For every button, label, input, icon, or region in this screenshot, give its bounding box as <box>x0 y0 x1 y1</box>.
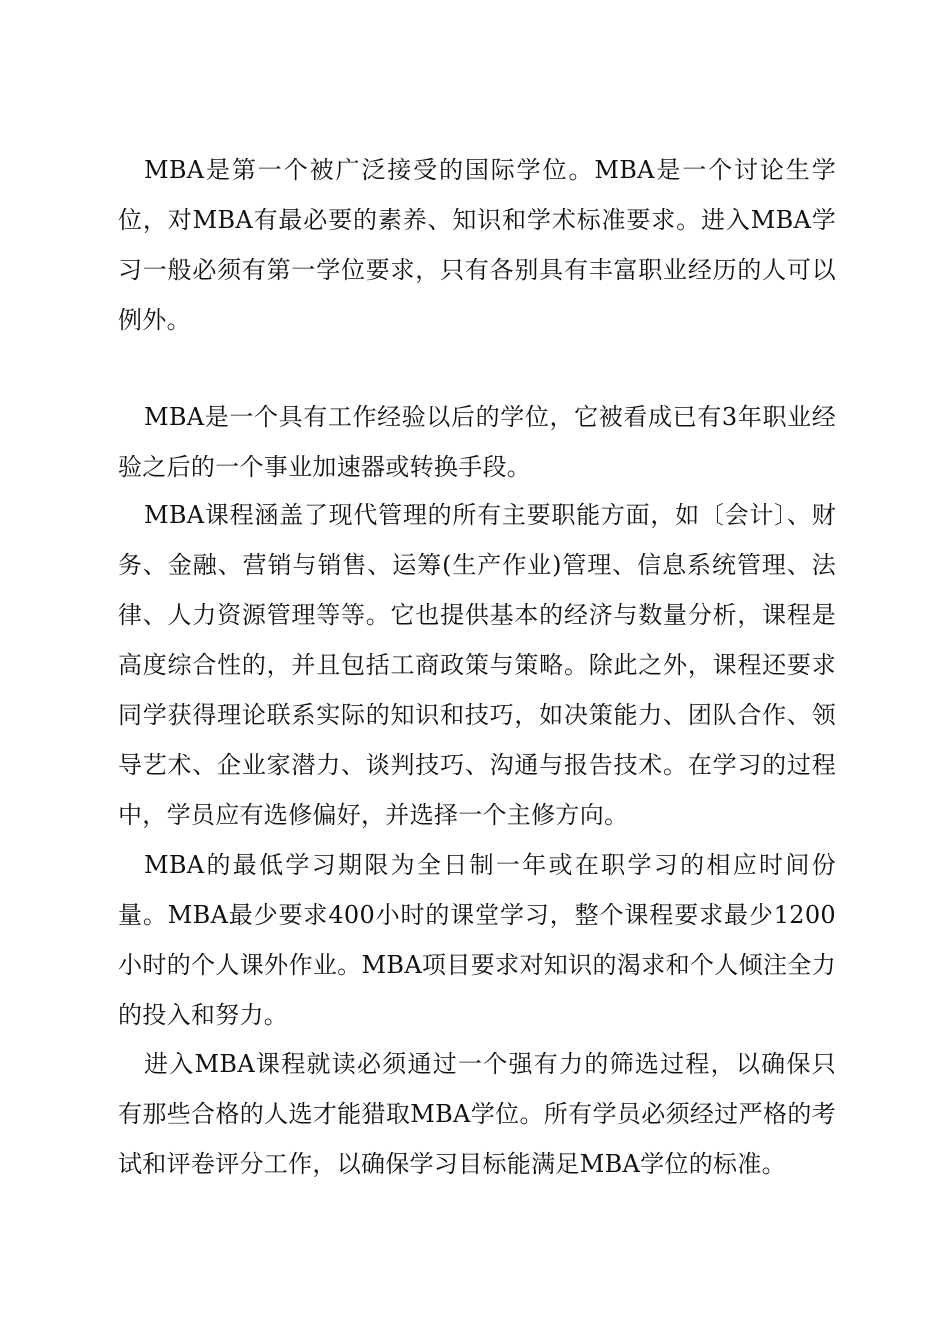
paragraph-intro: MBA是第一个被广泛接受的国际学位。MBA是一个讨论生学位，对MBA有最必要的素养、知识和学术标准要求。进入MBA学习一般必须有第一学位要求，只有各别具有丰富职业经历的人可以例外。 <box>118 156 836 334</box>
paragraph-study-duration: MBA的最低学习期限为全日制一年或在职学习的相应时间份量。MBA最少要求400小时的课堂学习，整个课程要求最少1200小时的个人课外作业。MBA项目要求对知识的渴求和个人倾注全力的投入和努力。 <box>118 851 836 1029</box>
paragraph-curriculum: MBA课程涵盖了现代管理的所有主要职能方面，如〔会计〕、财务、金融、营销与销售、运筹(生产作业)管理、信息系统管理、法律、人力资源管理等等。它也提供基本的经济与数量分析，课程是高度综合性的，并且包括工商政策与策略。除此之外，课程还要求同学获得理论联系实际的知识和技巧，如决策能力、团队合作、领导艺术、企业家潜力、谈判技巧、沟通与报告技术。在学习的过程中，学员应有选修偏好，并选择一个主修方向。 <box>118 501 836 829</box>
paragraph-admission: 进入MBA课程就读必须通过一个强有力的筛选过程，以确保只有那些合格的人选才能猎取MBA学位。所有学员必须经过严格的考试和评卷评分工作，以确保学习目标能满足MBA学位的标准。 <box>118 1050 836 1178</box>
paragraph-work-experience: MBA是一个具有工作经验以后的学位，它被看成已有3年职业经验之后的一个事业加速器或转换手段。 <box>118 403 836 481</box>
